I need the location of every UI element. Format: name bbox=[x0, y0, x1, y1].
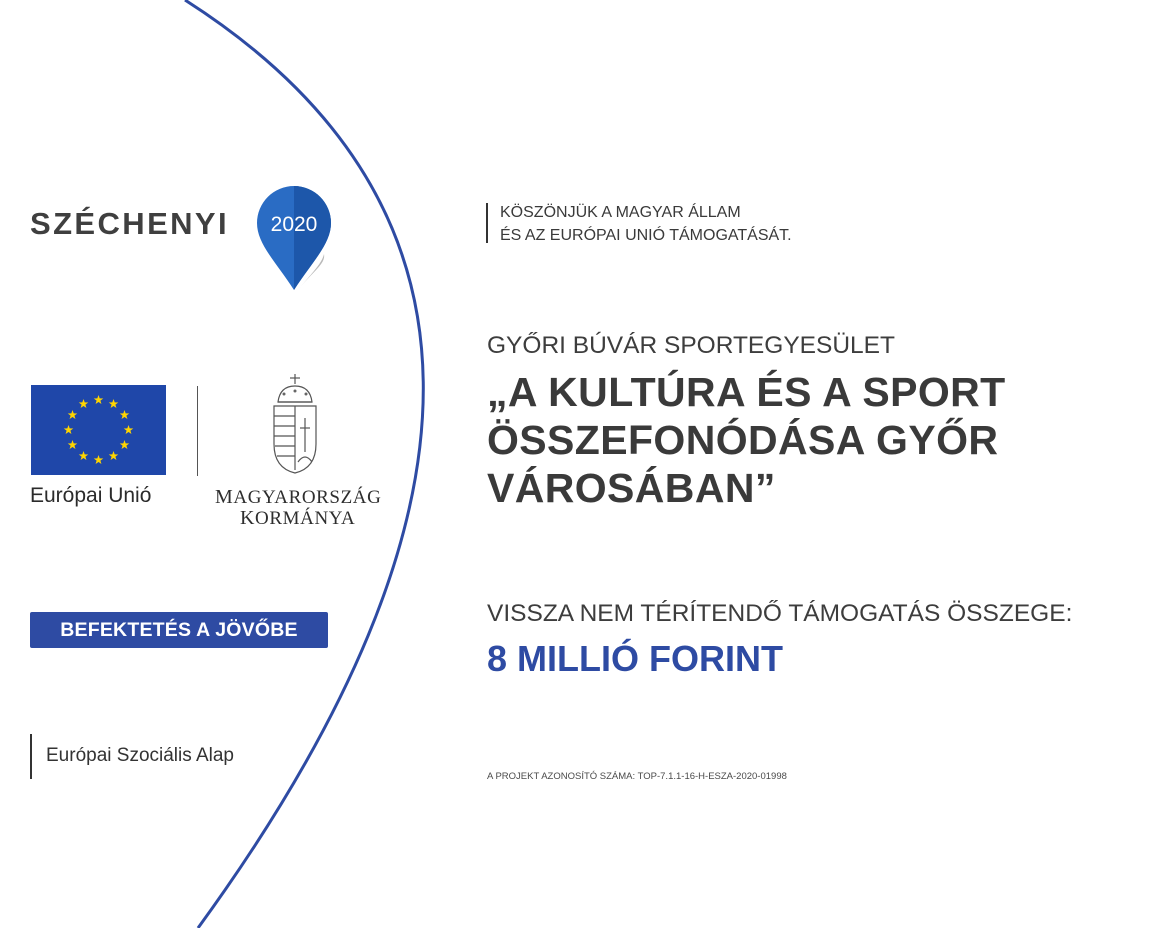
eu-star bbox=[124, 425, 134, 434]
government-line-2: KORMÁNYA bbox=[240, 507, 356, 529]
eu-star bbox=[79, 451, 89, 460]
thanks-divider bbox=[486, 203, 488, 243]
government-line-1: MAGYARORSZÁG bbox=[215, 486, 382, 508]
project-title: „A KULTÚRA ÉS A SPORT ÖSSZEFONÓDÁSA GYŐR VÁROSÁBAN” bbox=[487, 369, 1006, 511]
thanks-line-1: KÖSZÖNJÜK A MAGYAR ÁLLAM bbox=[500, 204, 741, 221]
szechenyi-wordmark: SZÉCHENYI bbox=[30, 206, 230, 241]
thanks-line-2: ÉS AZ EURÓPAI UNIÓ TÁMOGATÁSÁT. bbox=[500, 227, 792, 244]
eu-star bbox=[120, 410, 130, 419]
project-id: A PROJEKT AZONOSÍTÓ SZÁMA: TOP-7.1.1-16-H-ESZA-2020-01998 bbox=[487, 771, 787, 782]
eu-star bbox=[94, 455, 104, 464]
grant-label: VISSZA NEM TÉRÍTENDŐ TÁMOGATÁS ÖSSZEGE: bbox=[487, 600, 1073, 627]
eu-star bbox=[79, 399, 89, 408]
szechenyi-year: 2020 bbox=[270, 213, 318, 236]
hungarian-coat-of-arms-icon bbox=[268, 372, 322, 476]
thanks-text bbox=[500, 201, 792, 247]
eu-star bbox=[94, 395, 104, 404]
eu-star bbox=[109, 399, 119, 408]
eu-stars bbox=[31, 385, 166, 475]
eu-flag-icon bbox=[31, 385, 166, 475]
eu-star bbox=[109, 451, 119, 460]
esf-label: Európai Szociális Alap bbox=[46, 745, 234, 766]
eu-label: Európai Unió bbox=[30, 484, 152, 507]
grant-amount: 8 MILLIÓ FORINT bbox=[487, 638, 783, 679]
organization-name: GYŐRI BÚVÁR SPORTEGYESÜLET bbox=[487, 332, 895, 359]
eu-star bbox=[68, 410, 78, 419]
szechenyi-pin-icon bbox=[254, 184, 334, 294]
eu-star bbox=[120, 440, 130, 449]
eu-star bbox=[68, 440, 78, 449]
investment-badge: BEFEKTETÉS A JÖVŐBE bbox=[30, 612, 328, 648]
logo-divider bbox=[197, 386, 198, 476]
esf-divider bbox=[30, 734, 32, 779]
eu-star bbox=[64, 425, 74, 434]
